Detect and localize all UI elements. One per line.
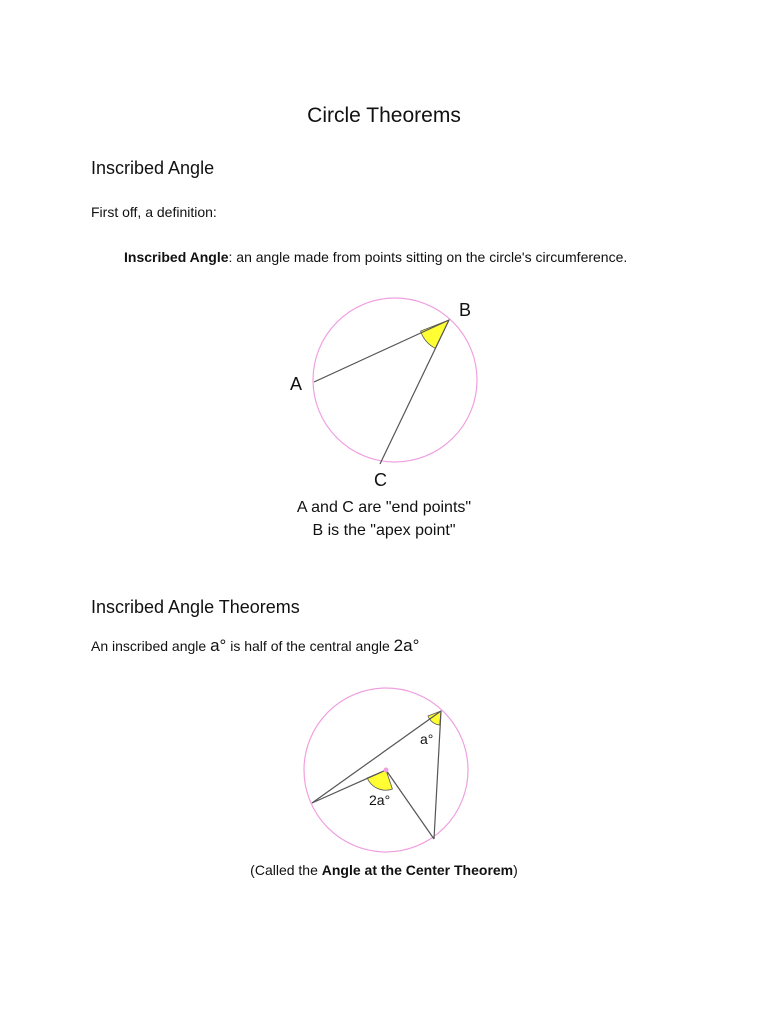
caption2-pre: (Called the — [250, 862, 322, 878]
angle-a-text: a° — [210, 636, 227, 655]
chord-apex-bottom — [434, 711, 441, 839]
point-label-b: B — [459, 300, 472, 320]
sentence-pre: An inscribed angle — [91, 638, 211, 654]
angle-2a-text: 2a° — [393, 636, 420, 655]
chord-bc — [380, 320, 449, 464]
caption-line-1: A and C are "end points" — [296, 499, 472, 516]
page-title: Circle Theorems — [307, 104, 461, 127]
definition-text: : an angle made from points sitting on the circle's circumference. — [228, 249, 628, 265]
center-point — [384, 768, 389, 773]
radius-bottom — [386, 770, 434, 839]
circle-1 — [313, 298, 477, 462]
section-heading-inscribed-angle: Inscribed Angle — [91, 158, 215, 178]
angle-highlight-b — [421, 320, 449, 348]
caption2-post: ) — [513, 862, 518, 878]
caption2-bold: Angle at the Center Theorem — [321, 862, 514, 878]
section-heading-theorems: Inscribed Angle Theorems — [91, 597, 300, 617]
intro-text: First off, a definition: — [91, 204, 217, 220]
chord-ba — [314, 320, 449, 382]
chord-apex-left — [312, 711, 441, 803]
point-label-a: A — [290, 374, 303, 394]
definition-term: Inscribed Angle — [124, 249, 229, 265]
theorem-sentence — [91, 636, 419, 656]
figure2-caption — [0, 862, 768, 878]
sentence-mid: is half of the central angle — [226, 638, 394, 654]
caption-line-2: B is the "apex point" — [312, 522, 456, 539]
angle-label-2a: 2a° — [369, 792, 391, 808]
figure1-caption — [0, 496, 768, 542]
point-label-c: C — [374, 470, 387, 490]
angle-label-a: a° — [420, 731, 434, 747]
